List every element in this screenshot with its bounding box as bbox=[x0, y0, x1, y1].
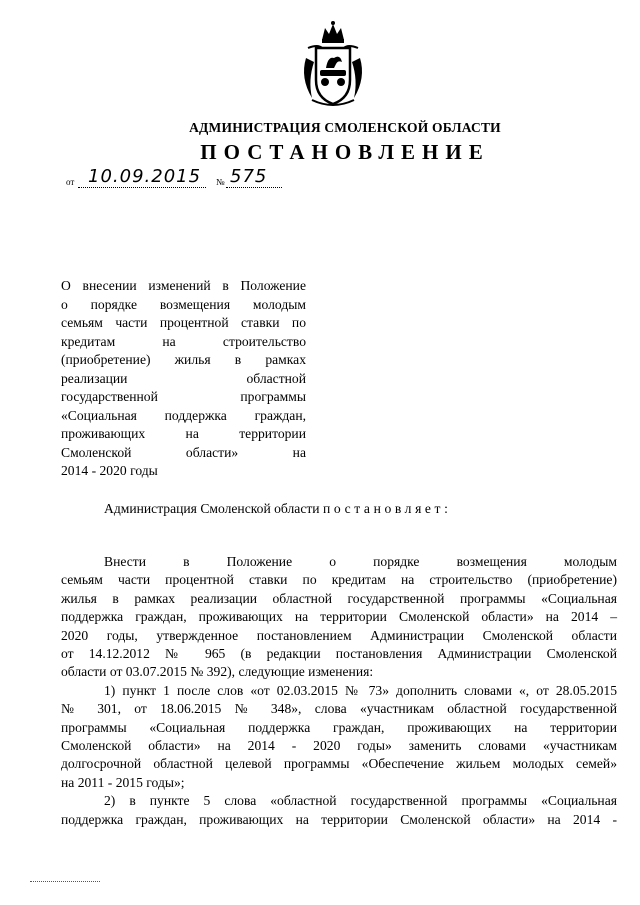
body-line: семьям части процентной ставки по кредитам на строительство (приобретение) bbox=[61, 572, 617, 588]
subject-line: семьям части процентной ставки по bbox=[61, 315, 306, 330]
subject-line: 2014 - 2020 годы bbox=[61, 463, 158, 478]
organization-title: АДМИНИСТРАЦИЯ СМОЛЕНСКОЙ ОБЛАСТИ bbox=[189, 120, 501, 135]
date-underline bbox=[78, 187, 206, 189]
subject-line: кредитам на строительство bbox=[61, 333, 306, 349]
body-line: долгосрочной областной целевой программы «Обеспечение жильем молодых семей» bbox=[61, 756, 617, 772]
document-number: 575 bbox=[230, 166, 268, 187]
body-line: Смоленской области» на 2014 - 2020 годы» заменить словами «участникам bbox=[61, 738, 617, 754]
coat-of-arms-emblem bbox=[298, 18, 368, 108]
body-line: от 14.12.2012 № 965 (в редакции постановления Администрации Смоленской bbox=[61, 646, 617, 662]
date-prefix-label: от bbox=[66, 177, 75, 187]
body-line: 1) пункт 1 после слов «от 02.03.2015 № 73» дополнить словами «, от 28.05.2015 bbox=[104, 682, 617, 698]
document-date: 10.09.2015 bbox=[88, 166, 202, 187]
body-line: поддержка граждан, проживающих на территории Смоленской области» на 2014 – bbox=[61, 609, 617, 625]
subject-line: Смоленской области» на bbox=[61, 444, 306, 460]
number-underline bbox=[226, 187, 282, 189]
document-subject bbox=[61, 277, 306, 481]
subject-line: «Социальная поддержка граждан, bbox=[61, 407, 306, 423]
subject-line: государственной программы bbox=[61, 389, 306, 404]
date-number-line bbox=[66, 166, 326, 190]
body-line: 2) в пункте 5 слова «областной государственной программы «Социальная bbox=[104, 793, 617, 809]
body-line: № 301, от 18.06.2015 № 348», слова «участникам областной государственной bbox=[61, 701, 617, 717]
document-type-title: ПОСТАНОВЛЕНИЕ bbox=[200, 140, 490, 164]
decree-prefix: Администрация Смоленской области bbox=[104, 501, 320, 516]
subject-line: (приобретение) жилья в рамках bbox=[61, 352, 306, 367]
body-line: 2020 годы, утвержденное постановлением Администрации Смоленской области bbox=[61, 627, 617, 643]
decree-statement bbox=[104, 501, 451, 517]
subject-line: о порядке возмещения молодым bbox=[61, 296, 306, 312]
body-line: области от 03.07.2015 № 392), следующие изменения: bbox=[61, 664, 374, 680]
document-body bbox=[61, 553, 617, 829]
body-line: поддержка граждан, проживающих на территории Смоленской области» на 2014 - bbox=[61, 811, 617, 827]
footer-divider bbox=[30, 881, 100, 882]
number-label: № bbox=[216, 177, 225, 187]
body-line: программы «Социальная поддержка граждан, проживающих на территории bbox=[61, 719, 617, 735]
subject-line: О внесении изменений в Положение bbox=[61, 278, 306, 293]
subject-line: проживающих на территории bbox=[61, 426, 306, 441]
subject-line: реализации областной bbox=[61, 370, 306, 386]
body-line: жилья в рамках реализации областной государственной программы «Социальная bbox=[61, 590, 617, 606]
decree-word: постановляет: bbox=[322, 501, 452, 516]
body-line: Внести в Положение о порядке возмещения молодым bbox=[104, 554, 617, 569]
body-line: на 2011 - 2015 годы»; bbox=[61, 774, 185, 790]
